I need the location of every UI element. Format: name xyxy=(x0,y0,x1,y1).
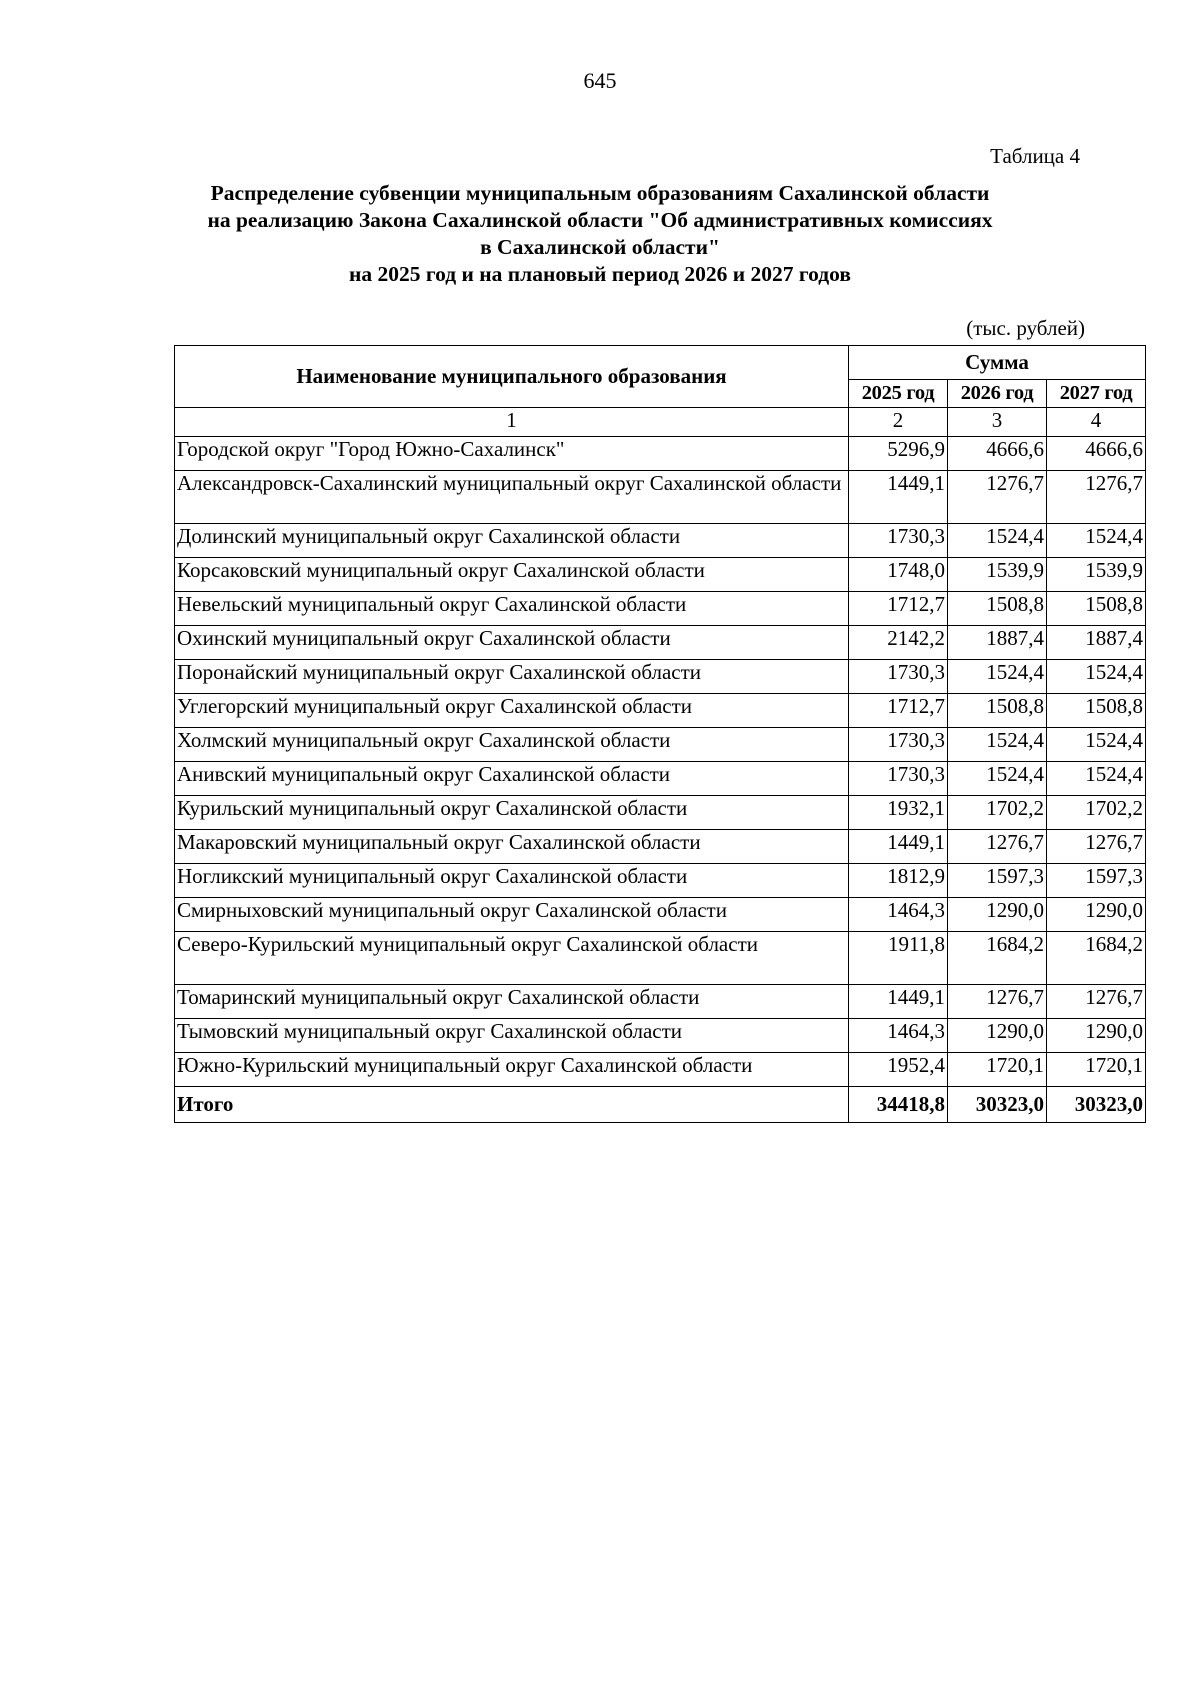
table-row xyxy=(175,932,1146,985)
value-2026: 1524,4 xyxy=(948,728,1047,762)
header-sum: Сумма xyxy=(849,346,1146,380)
value-2026: 1508,8 xyxy=(948,694,1047,728)
header-name: Наименование муниципального образования xyxy=(175,346,849,408)
value-2027: 1524,4 xyxy=(1047,762,1146,796)
value-2026: 1524,4 xyxy=(948,660,1047,694)
value-2026: 1508,8 xyxy=(948,592,1047,626)
municipality-name: Томаринский муниципальный округ Сахалинской области xyxy=(175,985,849,1019)
table-row xyxy=(175,524,1146,558)
table-row xyxy=(175,864,1146,898)
document-title xyxy=(150,180,1050,288)
total-row xyxy=(175,1087,1146,1123)
value-2026: 1597,3 xyxy=(948,864,1047,898)
municipality-name: Холмский муниципальный округ Сахалинской области xyxy=(175,728,849,762)
value-2027: 1720,1 xyxy=(1047,1053,1146,1087)
table-row xyxy=(175,985,1146,1019)
table-row xyxy=(175,660,1146,694)
value-2025: 1712,7 xyxy=(849,592,948,626)
value-2027: 1524,4 xyxy=(1047,524,1146,558)
value-2025: 1730,3 xyxy=(849,660,948,694)
value-2027: 1597,3 xyxy=(1047,864,1146,898)
table-row xyxy=(175,830,1146,864)
value-2025: 1449,1 xyxy=(849,471,948,524)
value-2027: 1276,7 xyxy=(1047,830,1146,864)
table-row xyxy=(175,694,1146,728)
table-row xyxy=(175,898,1146,932)
value-2025: 1730,3 xyxy=(849,728,948,762)
value-2027: 4666,6 xyxy=(1047,437,1146,471)
value-2027: 1684,2 xyxy=(1047,932,1146,985)
value-2027: 1702,2 xyxy=(1047,796,1146,830)
value-2027: 1887,4 xyxy=(1047,626,1146,660)
total-2026: 30323,0 xyxy=(948,1087,1047,1123)
value-2027: 1276,7 xyxy=(1047,985,1146,1019)
value-2027: 1508,8 xyxy=(1047,592,1146,626)
column-number: 4 xyxy=(1047,408,1146,437)
value-2026: 1524,4 xyxy=(948,762,1047,796)
title-line: на 2025 год и на плановый период 2026 и 2027 годов xyxy=(349,262,851,286)
value-2025: 1449,1 xyxy=(849,985,948,1019)
municipality-name: Городской округ "Город Южно-Сахалинск" xyxy=(175,437,849,471)
header-year: 2025 год xyxy=(849,380,948,408)
value-2027: 1524,4 xyxy=(1047,728,1146,762)
value-2025: 1730,3 xyxy=(849,524,948,558)
table-row xyxy=(175,558,1146,592)
table-row xyxy=(175,796,1146,830)
value-2026: 1276,7 xyxy=(948,985,1047,1019)
table-row xyxy=(175,728,1146,762)
value-2025: 5296,9 xyxy=(849,437,948,471)
total-label: Итого xyxy=(175,1087,849,1123)
value-2025: 1748,0 xyxy=(849,558,948,592)
value-2027: 1524,4 xyxy=(1047,660,1146,694)
value-2026: 1524,4 xyxy=(948,524,1047,558)
table-row xyxy=(175,592,1146,626)
table-row xyxy=(175,626,1146,660)
value-2026: 1290,0 xyxy=(948,1019,1047,1053)
value-2027: 1276,7 xyxy=(1047,471,1146,524)
municipality-name: Александровск-Сахалинский муниципальный округ Сахалинской области xyxy=(175,471,849,524)
table-row xyxy=(175,471,1146,524)
value-2025: 1464,3 xyxy=(849,898,948,932)
column-number: 3 xyxy=(948,408,1047,437)
column-number: 2 xyxy=(849,408,948,437)
table-label: Таблица 4 xyxy=(990,144,1080,168)
header-year: 2027 год xyxy=(1047,380,1146,408)
value-2027: 1508,8 xyxy=(1047,694,1146,728)
table-row xyxy=(175,1019,1146,1053)
value-2026: 1276,7 xyxy=(948,830,1047,864)
value-2027: 1290,0 xyxy=(1047,1019,1146,1053)
table-row xyxy=(175,1053,1146,1087)
total-2025: 34418,8 xyxy=(849,1087,948,1123)
value-2025: 1952,4 xyxy=(849,1053,948,1087)
value-2026: 1702,2 xyxy=(948,796,1047,830)
value-2026: 1684,2 xyxy=(948,932,1047,985)
value-2027: 1539,9 xyxy=(1047,558,1146,592)
municipality-name: Поронайский муниципальный округ Сахалинской области xyxy=(175,660,849,694)
municipality-name: Макаровский муниципальный округ Сахалинской области xyxy=(175,830,849,864)
municipality-name: Северо-Курильский муниципальный округ Сахалинской области xyxy=(175,932,849,985)
title-line: в Сахалинской области" xyxy=(480,235,720,259)
value-2027: 1290,0 xyxy=(1047,898,1146,932)
header-year: 2026 год xyxy=(948,380,1047,408)
value-2026: 1887,4 xyxy=(948,626,1047,660)
municipality-name: Ногликский муниципальный округ Сахалинской области xyxy=(175,864,849,898)
units-label: (тыс. рублей) xyxy=(966,316,1085,340)
value-2026: 4666,6 xyxy=(948,437,1047,471)
table-row xyxy=(175,437,1146,471)
column-number: 1 xyxy=(175,408,849,437)
title-line: Распределение субвенции муниципальным образованиям Сахалинской области xyxy=(210,181,990,205)
municipality-name: Углегорский муниципальный округ Сахалинской области xyxy=(175,694,849,728)
municipality-name: Смирныховский муниципальный округ Сахалинской области xyxy=(175,898,849,932)
value-2025: 1730,3 xyxy=(849,762,948,796)
value-2025: 1449,1 xyxy=(849,830,948,864)
value-2026: 1290,0 xyxy=(948,898,1047,932)
value-2026: 1276,7 xyxy=(948,471,1047,524)
municipality-name: Анивский муниципальный округ Сахалинской области xyxy=(175,762,849,796)
title-line: на реализацию Закона Сахалинской области "Об административных комиссиях xyxy=(207,208,993,232)
municipality-name: Корсаковский муниципальный округ Сахалинской области xyxy=(175,558,849,592)
value-2025: 1911,8 xyxy=(849,932,948,985)
municipality-name: Тымовский муниципальный округ Сахалинской области xyxy=(175,1019,849,1053)
value-2025: 1932,1 xyxy=(849,796,948,830)
value-2025: 1812,9 xyxy=(849,864,948,898)
municipality-name: Невельский муниципальный округ Сахалинской области xyxy=(175,592,849,626)
value-2025: 2142,2 xyxy=(849,626,948,660)
municipality-name: Южно-Курильский муниципальный округ Сахалинской области xyxy=(175,1053,849,1087)
total-2027: 30323,0 xyxy=(1047,1087,1146,1123)
value-2026: 1720,1 xyxy=(948,1053,1047,1087)
municipality-name: Долинский муниципальный округ Сахалинской области xyxy=(175,524,849,558)
page-number: 645 xyxy=(583,68,617,93)
municipality-name: Охинский муниципальный округ Сахалинской области xyxy=(175,626,849,660)
table-body xyxy=(175,437,1146,1123)
value-2025: 1712,7 xyxy=(849,694,948,728)
value-2025: 1464,3 xyxy=(849,1019,948,1053)
municipality-name: Курильский муниципальный округ Сахалинской области xyxy=(175,796,849,830)
subsidy-table xyxy=(174,345,1146,1123)
value-2026: 1539,9 xyxy=(948,558,1047,592)
table-row xyxy=(175,762,1146,796)
